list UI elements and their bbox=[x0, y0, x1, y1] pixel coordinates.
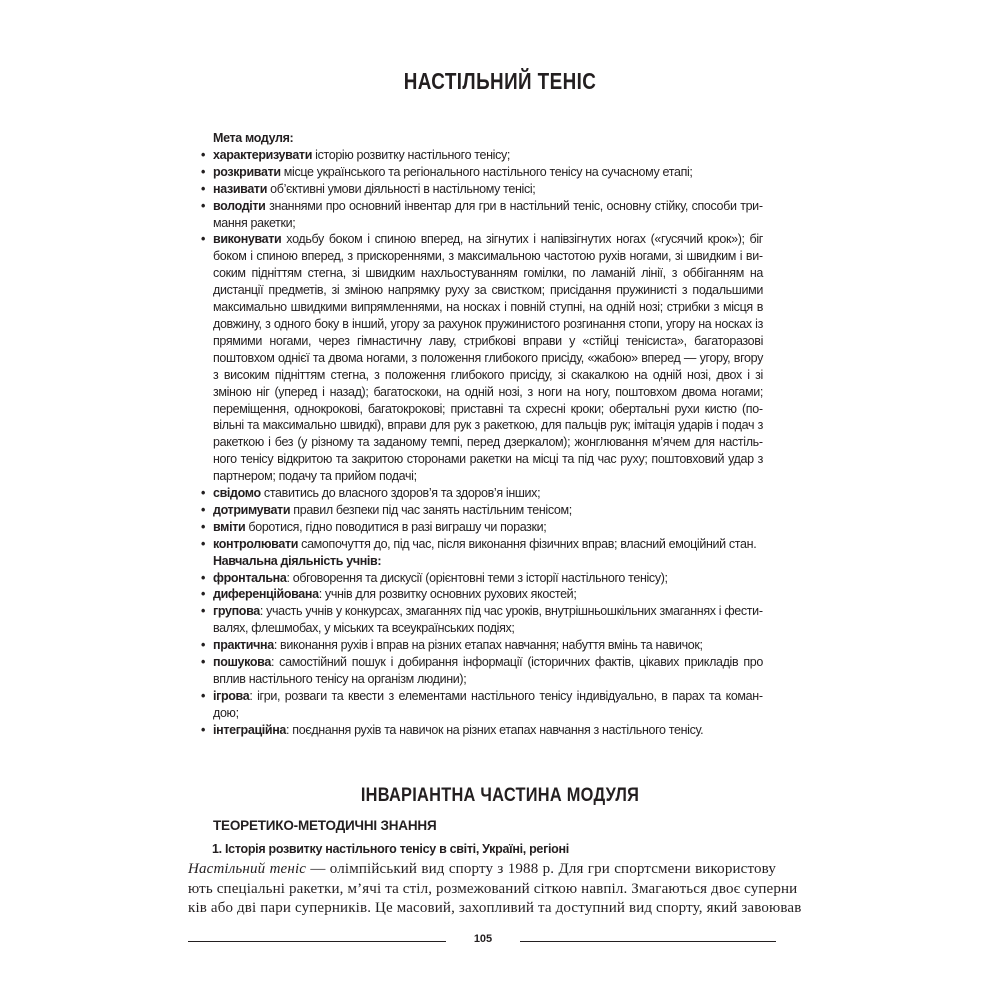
paragraph-line: ків або дві пари суперників. Це масовий, захопливий та доступний вид спорту, який завоював bbox=[188, 900, 802, 916]
goal-item: • вміти боротися, гідно поводитися в разі виграшу чи поразки; bbox=[201, 519, 763, 536]
footer-rule-left bbox=[188, 941, 446, 942]
goal-item: • характеризувати історію розвитку настільного тенісу; bbox=[201, 147, 763, 164]
footer-rule-right bbox=[520, 941, 776, 942]
goals-heading: Мета модуля: bbox=[213, 131, 294, 145]
activity-item: • інтеграційна: поєднання рухів та навичок на різних етапах навчання з настільного тенісу. bbox=[201, 722, 763, 739]
activity-item: • групова: участь учнів у конкурсах, змаганнях під час уроків, внутрішньошкільних змаганнях і фестивалях, флешмобах, у міських та всеукраїнських подіях; bbox=[201, 603, 763, 637]
goal-item: • дотримувати правил безпеки під час занять настільним тенісом; bbox=[201, 502, 763, 519]
goal-item: • виконувати ходьбу боком і спиною вперед, на зігнутих і напівзігнутих ногах («гусячий крок»); біг боком і спиною вперед, з прискореннями, з максимальною частотою рухів ногами, зі швидким і високим підніттям стегна, зі швидким нахльостуванням гомілки, по ламаній лінії, з оббіганням на дистанції предметів, зі зміною напрямку руху за свистком; присідання пружинисті з подальшими максимально швидкими випрямленнями, на носках і повній ступні, на одній нозі; стрибки з місця в довжину, з одного боку в інший, угору за рахунок пружинистого розгинання стопи, угору на носках із прямими ногами, через гімнастичну лаву, стрибкові вправи у «стійці тенісиста», багаторазові поштовхом однієї та двома ногами, з положення глибокого присіду, «жабою» вперед — угору, вгору з високим підніттям стегна, з положення глибокого присіду, зі скакалкою на одній нозі, двох і зі зміною ніг (уперед і назад); багатоскоки, на одній нозі, з ноги на ногу, поштовхом двома ногами; переміщення, однокрокові, багатокрокові; приставні та схресні кроки; обертальні рухи кистю (повільні та максимально швидкі), вправи для рук з ракеткою, для пальців рук; імітація ударів і подач з ракеткою і без (у різному та заданому темпі, перед дзеркалом); жонглювання м’ячем для настільного тенісу відкритою та закритою сторонами ракетки на місці та під час руху; поштовховий удар з партнером; подачу та прийом подачі; bbox=[201, 231, 763, 485]
activity-heading: Навчальна діяльність учнів: bbox=[213, 553, 382, 568]
goal-item: • контролювати самопочуття до, під час, після виконання фізичних вправ; власний емоційний стан. bbox=[201, 536, 763, 553]
paragraph-line: ють спеціальні ракетки, м’ячі та стіл, розмежований сіткою навпіл. Змагаються двоє суперни bbox=[188, 880, 798, 897]
page-number: 105 bbox=[473, 933, 493, 945]
module-goals-block bbox=[201, 130, 763, 739]
page-title: НАСТІЛЬНИЙ ТЕНІС bbox=[403, 68, 597, 94]
activity-item: • фронтальна: обговорення та дискусії (орієнтовні теми з історії настільного тенісу); bbox=[201, 570, 763, 587]
section-subtitle: ТЕОРЕТИКО-МЕТОДИЧНІ ЗНАННЯ bbox=[213, 818, 437, 833]
activity-item: • практична: виконання рухів і вправ на різних етапах навчання; набуття вмінь та навичок; bbox=[201, 637, 763, 654]
activity-item: • ігрова: ігри, розваги та квести з елементами настільного тенісу індивідуально, в парах та командою; bbox=[201, 688, 763, 722]
goal-item: • володіти знаннями про основний інвентар для гри в настільний теніс, основну стійку, способи тримання ракетки; bbox=[201, 198, 763, 232]
goal-item: • свідомо ставитись до власного здоров’я та здоров’я інших; bbox=[201, 485, 763, 502]
paragraph-line: Настільний теніс — олімпійський вид спорту з 1988 р. Для гри спортсмени використову bbox=[188, 861, 776, 877]
body-paragraph bbox=[188, 860, 802, 919]
subsection-heading: 1. Історія розвитку настільного тенісу в світі, Україні, регіоні bbox=[212, 842, 569, 856]
activity-item: • пошукова: самостійний пошук і добирання інформації (історичних фактів, цікавих прикладів про вплив настільного тенісу на організм людини); bbox=[201, 654, 763, 688]
goal-item: • розкривати місце українського та регіонального настільного тенісу на сучасному етапі; bbox=[201, 164, 763, 181]
goal-item: • називати об’єктивні умови діяльності в настільному тенісі; bbox=[201, 181, 763, 198]
section-title: ІНВАРІАНТНА ЧАСТИНА МОДУЛЯ bbox=[360, 784, 640, 806]
activity-item: • диференційована: учнів для розвитку основних рухових якостей; bbox=[201, 586, 763, 603]
term-italic: Настільний теніс bbox=[188, 861, 307, 877]
